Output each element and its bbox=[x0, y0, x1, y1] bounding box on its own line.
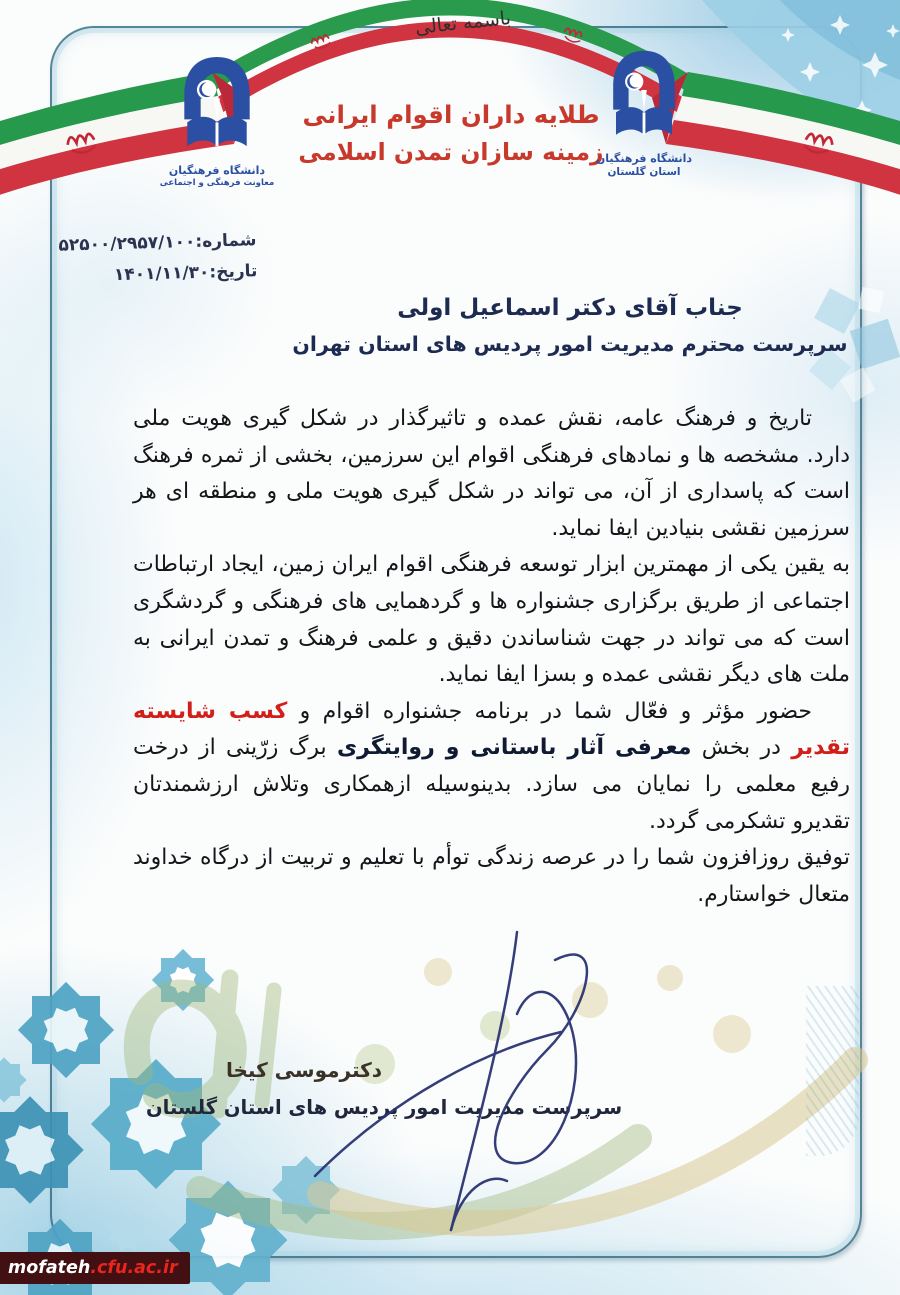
logo-left-title: دانشگاه فرهنگیان bbox=[168, 164, 266, 177]
recipient-name: جناب آقای دکتر اسماعیل اولی bbox=[397, 295, 743, 321]
p3-section-highlight: معرفی آثار باستانی و روایتگری bbox=[336, 735, 692, 761]
logo-farhangian-deputy bbox=[150, 54, 284, 188]
logo-right-subtitle: استان گلستان bbox=[607, 166, 681, 178]
body-paragraph-4: توفیق روزافزون شما را در عرصه زندگی توأم با تعلیم و تربیت از درگاه خداوند متعال خواستارم. bbox=[133, 845, 850, 907]
slogan-line-2: زمینه سازان تمدن اسلامی bbox=[298, 138, 604, 166]
university-emblem-icon bbox=[171, 54, 263, 158]
letter-date-label: تاریخ: bbox=[209, 261, 258, 283]
p3-text: در بخش bbox=[691, 735, 792, 761]
recipient-block bbox=[245, 295, 895, 356]
p3-appreciation-highlight: کسب شایسته تقدیر bbox=[133, 698, 850, 761]
letter-date-value: ۱۴۰۱/۱۱/۳۰ bbox=[113, 262, 210, 286]
university-emblem-icon bbox=[601, 48, 687, 146]
slogan-line-1: طلایه داران اقوام ایرانی bbox=[302, 100, 600, 129]
bismillah-calligraphy: باسمه تعالی bbox=[414, 7, 512, 39]
site-watermark bbox=[0, 1252, 190, 1284]
letter-body bbox=[133, 401, 850, 913]
body-paragraph-1: تاریخ و فرهنگ عامه، نقش عمده و تاثیرگذار در شکل گیری هویت ملی دارد. مشخصه ها و نمادهای فرهنگی اقوام این سرزمین، بخشی از ثمره فرهنگ است که پاسداری از آن، می تواند در شکل گیری هویت ملی و منطقه ای هر سرزمین نقشی بنیادین ایفا نماید. bbox=[133, 406, 850, 541]
recipient-title: سرپرست محترم مدیریت امور پردیس های استان تهران bbox=[292, 332, 848, 356]
body-paragraph-2: به یقین یکی از مهمترین ابزار توسعه فرهنگی اقوام ایران زمین، ایجاد ارتباطات اجتماعی از طریق برگزاری جشنواره ها و گردهمایی های فرهنگی و گردشگری است که می تواند در جهت شناساندن دقیق و علمی فرهنگ و تمدن ایرانی به ملت های دیگر نقشی عمده و بسزا ایفا نماید. bbox=[133, 552, 850, 688]
logo-right-title: دانشگاه فرهنگیان bbox=[595, 152, 693, 165]
signer-name: دکترموسی کیخا bbox=[226, 1058, 383, 1082]
handwritten-signature bbox=[255, 922, 695, 1252]
watermark-site-domain: .cfu.ac.ir bbox=[90, 1258, 178, 1278]
hatch-texture bbox=[806, 986, 859, 1156]
letter-meta bbox=[54, 225, 258, 293]
logo-left-subtitle: معاونت فرهنگی و اجتماعی bbox=[159, 178, 275, 188]
body-paragraph-3 bbox=[133, 694, 850, 840]
signer-title: سرپرست مدیریت امور پردیس های استان گلستان bbox=[146, 1096, 623, 1119]
letter-number-label: شماره: bbox=[195, 230, 257, 252]
letter-number-value: ۵۲۵۰۰/۲۹۵۷/۱۰۰ bbox=[58, 231, 196, 256]
p3-text: حضور مؤثر و فعّال شما در برنامه جشنواره اقوام و bbox=[287, 698, 812, 724]
watermark-site-name: mofateh bbox=[8, 1258, 91, 1278]
letter-date-row bbox=[55, 256, 258, 293]
logo-farhangian-golestan bbox=[583, 48, 705, 178]
p3-text: برگ زرّینی از درخت رفیع معلمی را نمایان می سازد. بدینوسیله ازهمکاری وتلاش ارزشمندتان تقدیرو تشکرمی گردد. bbox=[133, 735, 850, 834]
